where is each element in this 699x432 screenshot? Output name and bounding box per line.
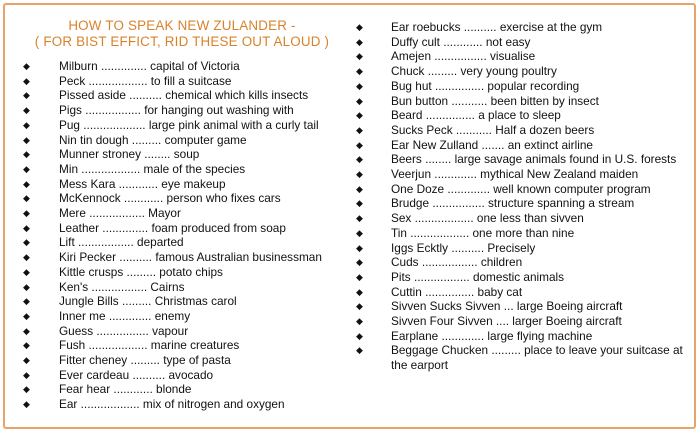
entry-text: Min .................. male of the species bbox=[59, 161, 246, 176]
entry-text: Beggage Chucken ......... place to leave your suitcase at the earport bbox=[391, 343, 683, 373]
entry-text: Fitter cheney ......... type of pasta bbox=[59, 353, 231, 368]
list-frame bbox=[3, 3, 696, 429]
entry-text: Beard ............... a place to sleep bbox=[391, 108, 561, 123]
bullet-icon: ◆ bbox=[356, 183, 363, 194]
bullet-icon: ◆ bbox=[356, 51, 363, 62]
list-item bbox=[355, 108, 695, 123]
bullet-icon: ◆ bbox=[23, 222, 30, 233]
bullet-icon: ◆ bbox=[23, 119, 30, 130]
list-item bbox=[355, 270, 695, 285]
bullet-icon: ◆ bbox=[23, 163, 30, 174]
entry-text: Lift ................. departed bbox=[59, 235, 184, 250]
entry-text: Fush .................. marine creatures bbox=[59, 338, 240, 353]
list-item bbox=[355, 94, 695, 109]
bullet-icon: ◆ bbox=[356, 66, 363, 77]
list-item bbox=[355, 182, 695, 197]
bullet-icon: ◆ bbox=[23, 134, 30, 145]
bullet-icon: ◆ bbox=[356, 271, 363, 282]
list-item bbox=[22, 103, 357, 118]
entry-text: Kiri Pecker .......... famous Australian businessman bbox=[59, 250, 322, 265]
bullet-icon: ◆ bbox=[356, 257, 363, 268]
list-item bbox=[22, 88, 357, 103]
entry-text: Chuck ......... very young poultry bbox=[391, 64, 557, 79]
entry-text: Sivven Four Sivven .... larger Boeing aircraft bbox=[391, 314, 622, 329]
entry-text: Bug hut ............... popular recording bbox=[391, 78, 580, 93]
list-item bbox=[22, 118, 357, 133]
bullet-icon: ◆ bbox=[23, 193, 30, 204]
bullet-icon: ◆ bbox=[356, 154, 363, 165]
entry-text: Veerjun ............. mythical New Zealand maiden bbox=[391, 167, 639, 182]
bullet-icon: ◆ bbox=[356, 22, 363, 32]
list-item bbox=[355, 241, 695, 256]
list-item bbox=[355, 123, 695, 138]
entry-text: One Doze ............. well known computer program bbox=[391, 181, 651, 196]
bullet-icon: ◆ bbox=[356, 242, 363, 253]
list-item bbox=[355, 285, 695, 300]
list-item bbox=[22, 338, 357, 353]
right-column bbox=[355, 5, 695, 373]
list-item bbox=[355, 299, 695, 314]
list-item bbox=[22, 382, 357, 397]
bullet-icon: ◆ bbox=[23, 105, 30, 116]
entry-text: Milburn .............. capital of Victoria bbox=[59, 59, 240, 73]
entry-text: Pits ................. domestic animals bbox=[391, 269, 565, 284]
list-item bbox=[22, 177, 357, 192]
bullet-icon: ◆ bbox=[23, 266, 30, 277]
list-item bbox=[22, 133, 357, 148]
bullet-icon: ◆ bbox=[23, 369, 30, 380]
list-item bbox=[22, 74, 357, 89]
bullet-icon: ◆ bbox=[356, 95, 363, 106]
list-item bbox=[355, 35, 695, 50]
bullet-icon: ◆ bbox=[23, 355, 30, 366]
bullet-icon: ◆ bbox=[23, 90, 30, 101]
bullet-icon: ◆ bbox=[356, 198, 363, 209]
title-block bbox=[22, 5, 357, 59]
bullet-icon: ◆ bbox=[23, 296, 30, 307]
list-item bbox=[22, 280, 357, 295]
entry-text: McKennock ............ person who fixes cars bbox=[59, 191, 281, 206]
list-item bbox=[22, 309, 357, 324]
entry-text: Peck .................. to fill a suitcase bbox=[59, 73, 232, 88]
entry-text: Sex .................. one less than sivven bbox=[391, 211, 584, 226]
bullet-icon: ◆ bbox=[356, 345, 363, 356]
entry-text: Cuttin ............... baby cat bbox=[391, 284, 523, 299]
list-item bbox=[22, 59, 357, 74]
bullet-icon: ◆ bbox=[23, 310, 30, 321]
entry-text: Beers ........ large savage animals found in U.S. forests bbox=[391, 152, 677, 167]
entry-text: Pug ................... large pink animal with a curly tail bbox=[59, 117, 319, 132]
list-item bbox=[22, 368, 357, 383]
bullet-icon: ◆ bbox=[356, 169, 363, 180]
bullet-icon: ◆ bbox=[23, 325, 30, 336]
bullet-icon: ◆ bbox=[23, 252, 30, 263]
entry-text: Ear .................. mix of nitrogen and oxygen bbox=[59, 397, 285, 412]
entry-text: Sivven Sucks Sivven ... large Boeing aircraft bbox=[391, 299, 623, 314]
bullet-icon: ◆ bbox=[356, 213, 363, 224]
list-item bbox=[355, 79, 695, 94]
bullet-icon: ◆ bbox=[356, 139, 363, 150]
entry-text: Munner stroney ........ soup bbox=[59, 147, 200, 162]
entry-text: Sucks Peck ........... Half a dozen beers bbox=[391, 122, 595, 137]
bullet-icon: ◆ bbox=[356, 80, 363, 91]
list-item bbox=[22, 265, 357, 280]
bullet-icon: ◆ bbox=[356, 316, 363, 327]
entry-text: Fear hear ............ blonde bbox=[59, 382, 192, 397]
list-item bbox=[355, 20, 695, 35]
title-line-2: ( FOR BIST EFFICT, RID THESE OUT ALOUD ) bbox=[34, 34, 330, 49]
list-item bbox=[355, 314, 695, 329]
list-item bbox=[355, 211, 695, 226]
list-item bbox=[22, 162, 357, 177]
bullet-icon: ◆ bbox=[23, 208, 30, 219]
bullet-icon: ◆ bbox=[356, 36, 363, 47]
bullet-icon: ◆ bbox=[356, 286, 363, 297]
entry-text: Ear New Zulland ....... an extinct airline bbox=[391, 137, 593, 152]
list-item bbox=[22, 191, 357, 206]
list-item bbox=[22, 250, 357, 265]
bullet-icon: ◆ bbox=[356, 124, 363, 135]
bullet-icon: ◆ bbox=[23, 384, 30, 395]
list-item bbox=[355, 226, 695, 241]
list-item bbox=[22, 324, 357, 339]
entry-text: Mere ................. Mayor bbox=[59, 206, 181, 221]
list-item bbox=[355, 343, 696, 372]
list-item bbox=[22, 397, 357, 412]
entry-text: Tin .................. one more than nine bbox=[391, 225, 575, 240]
bullet-icon: ◆ bbox=[23, 237, 30, 248]
entry-text: Jungle Bills ......... Christmas carol bbox=[59, 294, 237, 309]
entry-text: Mess Kara ............ eye makeup bbox=[59, 176, 226, 191]
entry-text: Ear roebucks .......... exercise at the gym bbox=[391, 20, 603, 34]
bullet-icon: ◆ bbox=[23, 61, 30, 71]
list-item bbox=[22, 221, 357, 236]
entry-text: Bun button ........... been bitten by insect bbox=[391, 93, 599, 108]
list-item bbox=[22, 206, 357, 221]
bullet-icon: ◆ bbox=[356, 301, 363, 312]
list-item bbox=[355, 49, 695, 64]
bullet-icon: ◆ bbox=[23, 178, 30, 189]
entry-text: Ken's ................. Cairns bbox=[59, 279, 185, 294]
left-column bbox=[22, 5, 357, 412]
entry-text: Kittle crusps ......... potato chips bbox=[59, 264, 223, 279]
list-item bbox=[355, 329, 695, 344]
entry-text: Iggs Ecktly .......... Precisely bbox=[391, 240, 536, 255]
entry-text: Nin tin dough ......... computer game bbox=[59, 132, 247, 147]
bullet-icon: ◆ bbox=[356, 110, 363, 121]
entry-text: Pigs ................. for hanging out washing with bbox=[59, 103, 294, 118]
title-line-1: HOW TO SPEAK NEW ZULANDER - bbox=[68, 18, 296, 33]
list-item bbox=[22, 235, 357, 250]
entry-text: Inner me ............. enemy bbox=[59, 308, 191, 323]
list-item bbox=[22, 294, 357, 309]
list-item bbox=[355, 138, 695, 153]
bullet-icon: ◆ bbox=[23, 399, 30, 410]
right-word-list bbox=[355, 5, 695, 373]
entry-text: Earplane ............. large flying machine bbox=[391, 328, 593, 343]
entry-text: Guess ................ vapour bbox=[59, 323, 189, 338]
entry-text: Pissed aside .......... chemical which kills insects bbox=[59, 88, 309, 103]
list-item bbox=[355, 196, 695, 211]
list-item bbox=[355, 152, 695, 167]
list-item bbox=[355, 255, 695, 270]
entry-text: Leather .............. foam produced from soap bbox=[59, 220, 286, 235]
list-item bbox=[355, 64, 695, 79]
entry-text: Brudge ................ structure spanning a stream bbox=[391, 196, 635, 211]
left-word-list bbox=[22, 59, 357, 412]
list-item bbox=[355, 167, 695, 182]
bullet-icon: ◆ bbox=[356, 227, 363, 238]
entry-text: Amejen ................ visualise bbox=[391, 49, 536, 64]
bullet-icon: ◆ bbox=[23, 149, 30, 160]
bullet-icon: ◆ bbox=[23, 281, 30, 292]
bullet-icon: ◆ bbox=[23, 340, 30, 351]
bullet-icon: ◆ bbox=[23, 75, 30, 86]
bullet-icon: ◆ bbox=[356, 330, 363, 341]
list-item bbox=[22, 353, 357, 368]
entry-text: Duffy cult ............ not easy bbox=[391, 34, 531, 49]
entry-text: Cuds ................. children bbox=[391, 255, 523, 270]
entry-text: Ever cardeau .......... avocado bbox=[59, 367, 214, 382]
list-item bbox=[22, 147, 357, 162]
